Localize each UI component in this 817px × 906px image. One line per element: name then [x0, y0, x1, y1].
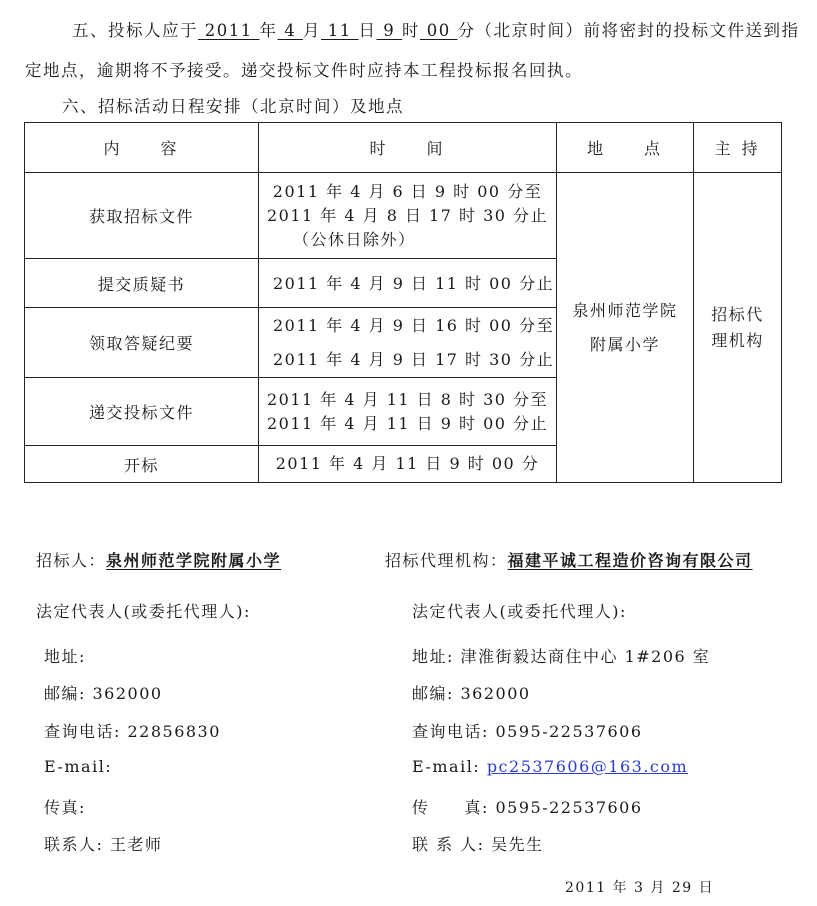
deadline-minute: 00 [419, 21, 458, 40]
agency-postcode: 邮编: 362000 [412, 684, 531, 703]
agency-email-link[interactable]: pc2537606@163.com [486, 757, 689, 776]
tenderer-phone: 查询电话: 22856830 [44, 722, 221, 741]
deadline-day: 11 [320, 21, 359, 40]
agency-fax: 传 真: 0595-22537606 [412, 798, 643, 817]
table-row [25, 173, 782, 259]
header-content: 内 容 [25, 123, 259, 173]
document-date: 2011 年 3 月 29 日 [565, 880, 715, 896]
row-content: 获取招标文件 [25, 173, 259, 259]
tenderer-email: E-mail: [44, 757, 113, 776]
tenderer-address: 地址: [44, 647, 86, 666]
row-time: 2011 年 4 月 9 日 16 时 00 分至 2011 年 4 月 9 日 17 时 30 分止 [259, 308, 557, 378]
tenderer-name: 泉州师范学院附属小学 [106, 551, 282, 570]
row-time: 2011 年 4 月 11 日 8 时 30 分至 2011 年 4 月 11 日 9 时 00 分止 [259, 378, 557, 446]
agency-phone: 查询电话: 0595-22537606 [412, 722, 643, 741]
row-content: 开标 [25, 446, 259, 483]
agency-name: 福建平诚工程造价咨询有限公司 [507, 551, 753, 570]
header-host: 主 持 [694, 123, 782, 173]
agency-line [385, 548, 753, 571]
row-content: 领取答疑纪要 [25, 308, 259, 378]
place-cell: 泉州师范学院 附属小学 [557, 173, 694, 483]
row-time: 2011 年 4 月 6 日 9 时 00 分至 2011 年 4 月 8 日 17 时 30 分止 （公休日除外） [259, 173, 557, 259]
tenderer-fax: 传真: [44, 798, 86, 817]
agency-email-line: E-mail: pc2537606@163.com [412, 757, 689, 776]
agency-address: 地址: 津淮街毅达商住中心 1#206 室 [412, 647, 711, 666]
section5-line1: 五、投标人应于 2011 年 4 月 11 日 9 时 00 分（北京时间）前将密封的投标文件送到指 [72, 21, 800, 40]
tenderer-label: 招标人： [36, 551, 107, 570]
header-place: 地 点 [557, 123, 694, 173]
row-content: 提交质疑书 [25, 259, 259, 308]
deadline-year: 2011 [198, 21, 260, 40]
row-time: 2011 年 4 月 9 日 11 时 00 分止 [259, 259, 557, 308]
deadline-hour: 9 [376, 21, 402, 40]
header-time: 时 间 [259, 123, 557, 173]
section6-title: 六、招标活动日程安排（北京时间）及地点 [62, 97, 404, 116]
tenderer-contact: 联系人: 王老师 [44, 835, 163, 854]
agency-contact: 联 系 人: 吴先生 [412, 835, 544, 854]
schedule-table [24, 122, 782, 483]
table-header-row [25, 123, 782, 173]
tenderer-postcode: 邮编: 362000 [44, 684, 163, 703]
tenderer-rep: 法定代表人(或委托代理人): [36, 602, 251, 621]
agency-rep: 法定代表人(或委托代理人): [412, 602, 627, 621]
section5-line2: 定地点，逾期将不予接受。递交投标文件时应持本工程投标报名回执。 [25, 61, 583, 80]
row-time: 2011 年 4 月 11 日 9 时 00 分 [259, 446, 557, 483]
tenderer-line [36, 548, 281, 571]
host-cell: 招标代 理机构 [694, 173, 782, 483]
deadline-month: 4 [277, 21, 303, 40]
row-content: 递交投标文件 [25, 378, 259, 446]
agency-label: 招标代理机构： [385, 551, 508, 570]
